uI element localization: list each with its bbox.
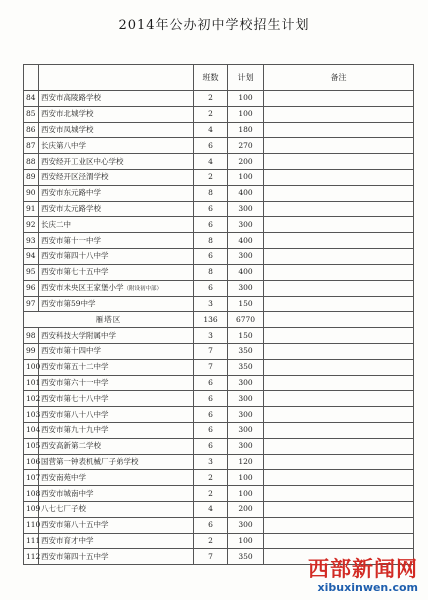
school-name [39, 217, 194, 233]
school-name-text: 西安经开区泾渭学校 [41, 172, 109, 182]
school-name [39, 169, 194, 185]
row-number: 98 [24, 328, 39, 344]
table-row [24, 280, 414, 296]
school-name-text: 西安高新第二学校 [41, 441, 101, 451]
class-count: 7 [194, 549, 228, 565]
class-count: 2 [194, 106, 228, 122]
table-row [24, 169, 414, 185]
class-count: 6 [194, 217, 228, 233]
class-count: 6 [194, 375, 228, 391]
row-number: 92 [24, 217, 39, 233]
class-count: 6 [194, 280, 228, 296]
school-name-text: 西安市第七十五中学 [41, 267, 109, 277]
school-name-text: 西安市北城学校 [41, 109, 94, 119]
row-number: 88 [24, 154, 39, 170]
row-number: 104 [24, 422, 39, 438]
note-cell [264, 169, 414, 185]
enrollment-plan: 300 [228, 201, 264, 217]
enrollment-plan: 400 [228, 185, 264, 201]
table-row [24, 454, 414, 470]
note-cell [264, 533, 414, 549]
enrollment-plan: 300 [228, 375, 264, 391]
enrollment-plan: 350 [228, 359, 264, 375]
school-name-text: 西安市第八十五中学 [41, 520, 109, 530]
school-name [39, 517, 194, 533]
note-cell [264, 122, 414, 138]
school-name-note: （附设初中部） [123, 285, 163, 292]
school-name [39, 296, 194, 312]
row-number: 90 [24, 185, 39, 201]
school-name-text: 西安市第七十八中学 [41, 393, 109, 403]
school-name [39, 454, 194, 470]
table-row [24, 185, 414, 201]
school-name-text: 西安市东元路中学 [41, 188, 101, 198]
class-count: 6 [194, 138, 228, 154]
class-count: 6 [194, 248, 228, 264]
enrollment-plan: 400 [228, 233, 264, 249]
school-name-text: 西安市第59中学 [41, 298, 96, 308]
school-name-text: 西安市第十一中学 [41, 235, 101, 245]
class-count: 6 [194, 407, 228, 423]
note-cell [264, 233, 414, 249]
school-name [39, 549, 194, 565]
row-number: 94 [24, 248, 39, 264]
table-row [24, 422, 414, 438]
school-name-text: 西安市高陵路学校 [41, 93, 101, 103]
note-cell [264, 201, 414, 217]
enrollment-plan: 400 [228, 264, 264, 280]
note-cell [264, 296, 414, 312]
row-number: 105 [24, 438, 39, 454]
class-count: 4 [194, 154, 228, 170]
note-cell [264, 470, 414, 486]
enrollment-plan: 300 [228, 517, 264, 533]
note-cell [264, 486, 414, 502]
row-number: 84 [24, 91, 39, 107]
school-name-text: 西安经开工业区中心学校 [41, 156, 124, 166]
school-name-text: 西安科技大学附属中学 [41, 330, 116, 340]
table-row [24, 122, 414, 138]
row-number: 96 [24, 280, 39, 296]
enrollment-plan: 270 [228, 138, 264, 154]
class-count: 3 [194, 328, 228, 344]
school-name-text: 八七七厂子校 [41, 504, 86, 514]
note-cell [264, 248, 414, 264]
table-row [24, 375, 414, 391]
row-number: 106 [24, 454, 39, 470]
row-number: 101 [24, 375, 39, 391]
enrollment-plan: 120 [228, 454, 264, 470]
class-count: 2 [194, 486, 228, 502]
note-cell [264, 154, 414, 170]
class-count: 8 [194, 185, 228, 201]
class-count: 2 [194, 533, 228, 549]
row-number: 93 [24, 233, 39, 249]
row-number: 110 [24, 517, 39, 533]
school-name [39, 264, 194, 280]
school-name-text: 长庆二中 [41, 219, 71, 229]
school-name-text: 西安市第五十二中学 [41, 362, 109, 372]
school-name [39, 501, 194, 517]
table-body [24, 65, 414, 565]
note-cell [264, 217, 414, 233]
school-name [39, 91, 194, 107]
enrollment-plan: 180 [228, 122, 264, 138]
row-number: 100 [24, 359, 39, 375]
note-cell [264, 328, 414, 344]
watermark-site-url: xibuxinwen.com [317, 581, 418, 594]
enrollment-plan: 300 [228, 217, 264, 233]
row-number: 109 [24, 501, 39, 517]
table-row [24, 359, 414, 375]
note-cell [264, 375, 414, 391]
enrollment-plan: 300 [228, 422, 264, 438]
enrollment-plan: 100 [228, 91, 264, 107]
row-number: 85 [24, 106, 39, 122]
school-name-text: 西安市凤城学校 [41, 124, 94, 134]
school-name-text: 国营第一钟表机械厂子弟学校 [41, 456, 139, 466]
header-plan: 计划 [228, 65, 264, 91]
note-cell [264, 438, 414, 454]
school-name-text: 西安市第九十九中学 [41, 425, 109, 435]
note-cell [264, 280, 414, 296]
table-row [24, 138, 414, 154]
class-count: 3 [194, 454, 228, 470]
enrollment-plan: 100 [228, 486, 264, 502]
table-row [24, 486, 414, 502]
note-cell [264, 359, 414, 375]
table-row [24, 233, 414, 249]
enrollment-plan: 300 [228, 407, 264, 423]
school-name-text: 西安市第十四中学 [41, 346, 101, 356]
note-cell [264, 407, 414, 423]
school-name [39, 106, 194, 122]
table-row [24, 328, 414, 344]
table-row [24, 407, 414, 423]
row-number: 91 [24, 201, 39, 217]
enrollment-plan: 300 [228, 248, 264, 264]
class-count: 6 [194, 391, 228, 407]
note-cell [264, 138, 414, 154]
note-cell [264, 185, 414, 201]
row-number: 95 [24, 264, 39, 280]
watermark-site-name: 西部新闻网 [308, 557, 418, 581]
class-count: 6 [194, 438, 228, 454]
school-name [39, 248, 194, 264]
row-number: 108 [24, 486, 39, 502]
school-name [39, 486, 194, 502]
row-number: 103 [24, 407, 39, 423]
school-name-text: 西安市城南中学 [41, 488, 94, 498]
school-name [39, 422, 194, 438]
table-row [24, 438, 414, 454]
note-cell [264, 501, 414, 517]
school-name-text: 长庆第八中学 [41, 140, 86, 150]
table-row [24, 533, 414, 549]
row-number: 111 [24, 533, 39, 549]
table-row [24, 106, 414, 122]
class-count: 6 [194, 422, 228, 438]
note-cell [264, 264, 414, 280]
header-classes: 班数 [194, 65, 228, 91]
school-name [39, 343, 194, 359]
school-name-text: 西安市第四十八中学 [41, 251, 109, 261]
class-count: 3 [194, 296, 228, 312]
enrollment-plan: 350 [228, 549, 264, 565]
table-row [24, 264, 414, 280]
note-cell [264, 517, 414, 533]
school-name-text: 西安市第八十八中学 [41, 409, 109, 419]
row-number: 89 [24, 169, 39, 185]
school-name-text: 西安市育才中学 [41, 535, 94, 545]
school-name [39, 359, 194, 375]
enrollment-plan: 300 [228, 438, 264, 454]
note-cell [264, 312, 414, 328]
school-name-text: 西安南苑中学 [41, 472, 86, 482]
header-note: 备注 [264, 65, 414, 91]
school-name-text: 西安市第四十五中学 [41, 551, 109, 561]
school-name [39, 201, 194, 217]
row-number: 99 [24, 343, 39, 359]
class-count: 7 [194, 343, 228, 359]
enrollment-plan: 300 [228, 391, 264, 407]
enrollment-plan: 200 [228, 501, 264, 517]
class-count: 4 [194, 501, 228, 517]
note-cell [264, 391, 414, 407]
class-count: 136 [194, 312, 228, 328]
header-name [39, 65, 194, 91]
enrollment-plan: 150 [228, 296, 264, 312]
row-number: 86 [24, 122, 39, 138]
school-name [39, 391, 194, 407]
district-name: 雁塔区 [24, 312, 194, 328]
page-title: 2014年公办初中学校招生计划 [118, 18, 310, 33]
enrollment-plan: 100 [228, 470, 264, 486]
school-name-text: 西安市未央区王家堡小学 [41, 282, 124, 292]
enrollment-plan: 100 [228, 169, 264, 185]
header-no [24, 65, 39, 91]
table-row [24, 154, 414, 170]
table-row [24, 91, 414, 107]
enrollment-plan: 100 [228, 533, 264, 549]
note-cell [264, 91, 414, 107]
table-row [24, 248, 414, 264]
school-name-text: 西安市第六十一中学 [41, 377, 109, 387]
row-number: 107 [24, 470, 39, 486]
class-count: 7 [194, 359, 228, 375]
class-count: 2 [194, 169, 228, 185]
school-name [39, 438, 194, 454]
district-subtotal-row [24, 312, 414, 328]
table-row [24, 470, 414, 486]
enrollment-plan: 150 [228, 328, 264, 344]
class-count: 6 [194, 201, 228, 217]
school-name [39, 122, 194, 138]
table-row [24, 501, 414, 517]
school-name [39, 185, 194, 201]
table-row [24, 391, 414, 407]
class-count: 2 [194, 91, 228, 107]
table-row [24, 217, 414, 233]
table-row [24, 343, 414, 359]
table-row [24, 201, 414, 217]
row-number: 112 [24, 549, 39, 565]
table-header-row [24, 65, 414, 91]
note-cell [264, 454, 414, 470]
enrollment-plan: 350 [228, 343, 264, 359]
school-name [39, 407, 194, 423]
school-name [39, 328, 194, 344]
row-number: 97 [24, 296, 39, 312]
school-name [39, 233, 194, 249]
table-row [24, 517, 414, 533]
note-cell [264, 106, 414, 122]
enrollment-plan: 6770 [228, 312, 264, 328]
row-number: 87 [24, 138, 39, 154]
enrollment-plan: 200 [228, 154, 264, 170]
enrollment-table [23, 64, 414, 565]
school-name [39, 154, 194, 170]
watermark [298, 557, 418, 594]
school-name [39, 375, 194, 391]
class-count: 8 [194, 233, 228, 249]
enrollment-plan: 100 [228, 106, 264, 122]
school-name [39, 138, 194, 154]
note-cell [264, 422, 414, 438]
school-name [39, 470, 194, 486]
school-name [39, 533, 194, 549]
note-cell [264, 343, 414, 359]
row-number: 102 [24, 391, 39, 407]
school-name-text: 西安市太元路学校 [41, 203, 101, 213]
enrollment-plan: 300 [228, 280, 264, 296]
class-count: 8 [194, 264, 228, 280]
table-row [24, 296, 414, 312]
class-count: 2 [194, 470, 228, 486]
school-name [39, 280, 194, 296]
class-count: 4 [194, 122, 228, 138]
class-count: 6 [194, 517, 228, 533]
